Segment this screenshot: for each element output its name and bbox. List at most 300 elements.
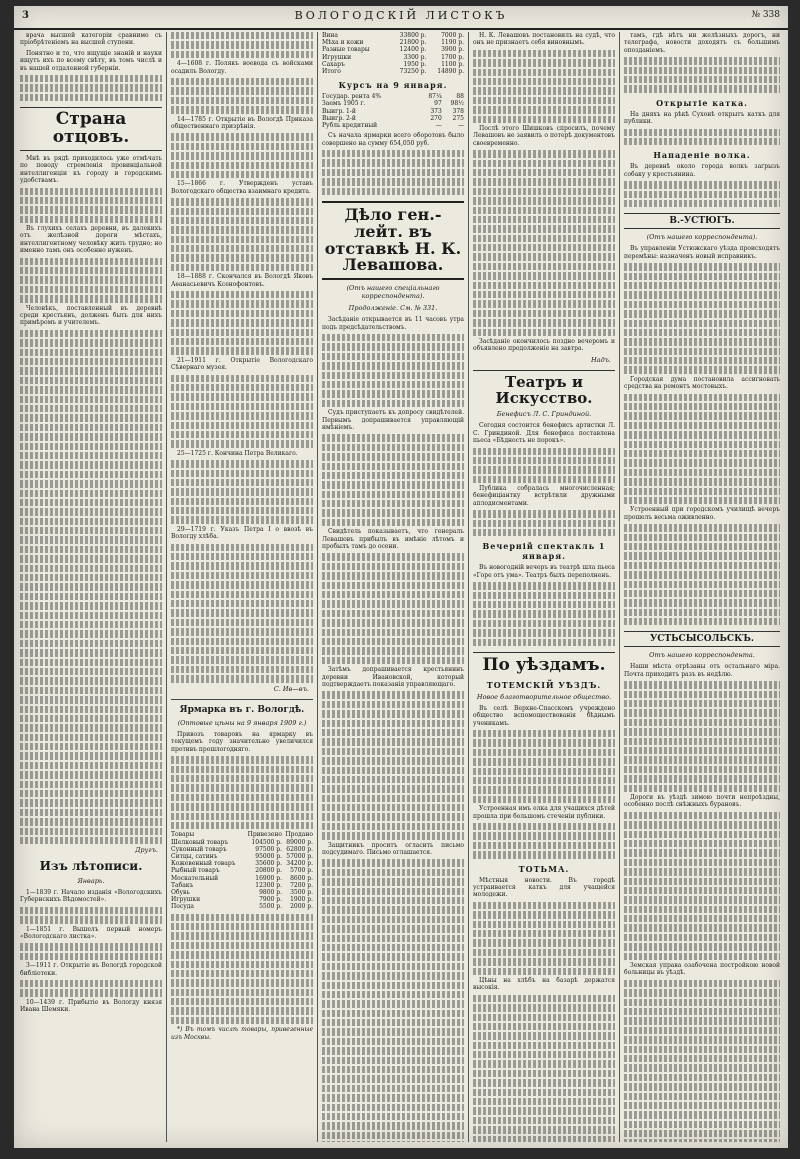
text-line <box>171 914 313 921</box>
text-line <box>171 106 313 113</box>
fair-table <box>171 831 313 910</box>
text-line <box>473 823 615 830</box>
section-subtitle: Вечерній спектакль 1 января. <box>482 541 606 562</box>
text-line <box>20 640 162 647</box>
chronicle-entry: 18—1888 г. Скончался въ Вологдѣ Яковъ Аѳанасьевичъ Ксенофонтовъ. <box>171 273 313 288</box>
text-line <box>322 509 464 516</box>
paragraph: Мѣстныя новости. Въ городѣ устраивается каткъ для учащейся молодежи. <box>473 876 615 899</box>
text-line <box>473 97 615 104</box>
text-line <box>20 295 162 302</box>
text-line <box>473 777 615 784</box>
text-line <box>624 1036 780 1043</box>
text-line <box>20 188 162 195</box>
text-line <box>322 720 464 727</box>
text-line <box>20 443 162 450</box>
text-line <box>322 813 464 820</box>
text-line <box>20 527 162 534</box>
column-3 <box>322 32 464 1142</box>
text-line <box>322 738 464 745</box>
paragraph: Публика собралась многочисленная; бенефиціантку встрѣтили дружными аплодисментами. <box>473 485 615 507</box>
table-row: Сахаръ 1950 р. 1100 р. <box>322 60 464 68</box>
text-line <box>171 245 313 252</box>
text-line <box>473 207 615 214</box>
text-line <box>473 610 615 617</box>
section-title: УСТЬСЫСОЛЬСКЪ. <box>624 631 780 647</box>
text-line <box>473 851 615 858</box>
text-line <box>624 989 780 996</box>
fair-subtitle: (Оптовые цѣны на 9 января 1909 г.) <box>177 718 307 727</box>
chronicle-entry: 10—1439 г. Прибытіе въ Вологду князя Ивана Шемяки. <box>20 998 162 1014</box>
chronicle-entry: 3—1911 г. Открытіе въ Вологдѣ городской библіотеки. <box>20 962 162 977</box>
text-line <box>20 367 162 374</box>
text-line <box>624 1121 780 1128</box>
text-line <box>20 286 162 293</box>
text-line <box>624 719 780 726</box>
text-line <box>171 479 313 486</box>
text-line <box>171 300 313 307</box>
text-line <box>624 552 780 559</box>
text-line <box>624 412 780 419</box>
article-title: Дѣло ген.-лейт. въ отставкѣ Н. К. Левашова. <box>322 201 464 280</box>
text-line <box>20 630 162 637</box>
column-2 <box>171 32 313 1142</box>
text-line <box>624 301 780 308</box>
text-line <box>20 197 162 204</box>
text-line <box>624 840 780 847</box>
text-line <box>171 951 313 958</box>
text-line <box>473 832 615 839</box>
text-line <box>322 647 464 654</box>
text-line <box>171 291 313 298</box>
table-row: Разные товары 12400 р. 3900 р. <box>322 46 464 54</box>
text-line <box>20 574 162 581</box>
text-line <box>322 906 464 913</box>
text-line <box>322 991 464 998</box>
issue-number: № 338 <box>751 10 780 20</box>
text-line <box>20 907 162 914</box>
text-line <box>624 85 780 92</box>
article-title: Страна отцовъ. <box>20 107 162 151</box>
text-line <box>624 571 780 578</box>
text-line <box>322 1094 464 1101</box>
paragraph: Въ управленіи Устюжскаго уѣзда происходятъ перемѣны: назначенъ новый исправникъ. <box>624 245 780 260</box>
text-line <box>473 902 615 909</box>
text-line <box>20 818 162 825</box>
text-line <box>322 1066 464 1073</box>
text-line <box>473 329 615 336</box>
table-header: Товары Привезено Продано <box>171 831 313 839</box>
text-line <box>473 106 615 113</box>
text-line <box>624 1093 780 1100</box>
column-rule <box>166 32 167 1142</box>
text-line <box>473 1060 615 1067</box>
text-line <box>473 291 615 298</box>
text-line <box>171 784 313 791</box>
text-line <box>20 480 162 487</box>
text-line <box>20 706 162 713</box>
text-line <box>171 171 313 178</box>
text-line <box>20 649 162 656</box>
signature: Надъ. <box>590 355 611 364</box>
text-line <box>20 781 162 788</box>
text-line <box>171 961 313 968</box>
text-line <box>171 440 313 447</box>
column-rule <box>468 32 469 1142</box>
text-line <box>171 347 313 354</box>
paragraph: Мнѣ въ рядѣ приходилось уже отмѣчать по поводу стремленія провинціальной интеллигенціи къ городу и городскимъ удобствамъ. <box>20 154 162 185</box>
text-line <box>20 790 162 797</box>
text-line <box>473 319 615 326</box>
text-line <box>473 457 615 464</box>
text-line <box>171 32 313 39</box>
text-line <box>20 612 162 619</box>
text-line <box>171 756 313 763</box>
text-line <box>322 582 464 589</box>
chronicle-entry: 21—1911 г. Открытіе Вологодскаго Сѣвернаго музея. <box>171 356 313 372</box>
paragraph: Послѣ этого Шишковъ спросилъ, почему Левашовъ не заявилъ о потерѣ документовъ своевременно. <box>473 124 615 147</box>
text-line <box>171 794 313 801</box>
text-line <box>20 837 162 844</box>
chronicle-entry: 29—1719 г. Указъ Петра I о ввозѣ въ Вологду хлѣба. <box>171 525 313 541</box>
text-line <box>624 581 780 588</box>
text-line <box>171 581 313 588</box>
text-line <box>322 481 464 488</box>
text-line <box>473 1032 615 1039</box>
text-line <box>171 51 313 58</box>
masthead: ВОЛОГОДСКІЙ ЛИСТОКЪ <box>294 9 508 22</box>
text-line <box>322 897 464 904</box>
text-line <box>322 691 464 698</box>
text-line <box>322 362 464 369</box>
text-line <box>322 888 464 895</box>
text-line <box>322 657 464 664</box>
text-line <box>20 206 162 213</box>
text-line <box>473 116 615 123</box>
paragraph: тамъ, гдѣ нѣтъ ни желѣзныхъ дорогъ, ни телеграфа, новости доходятъ съ большимъ опозданіемъ. <box>624 32 780 54</box>
text-line <box>322 519 464 526</box>
text-line <box>171 133 313 140</box>
text-line <box>322 916 464 923</box>
paragraph: На дняхъ на рѣкѣ Сухонѣ открытъ каткъ для публики. <box>624 110 780 126</box>
text-line <box>473 69 615 76</box>
text-line <box>473 958 615 965</box>
text-line <box>473 1107 615 1114</box>
text-line <box>624 129 780 136</box>
text-line <box>171 609 313 616</box>
text-line <box>473 197 615 204</box>
text-line <box>171 647 313 654</box>
text-line <box>322 1057 464 1064</box>
text-line <box>171 591 313 598</box>
text-line <box>171 236 313 243</box>
text-line <box>322 701 464 708</box>
paragraph: Устроенная имъ елка для учащихся дѣтей прошла при большомъ стеченіи публики. <box>473 805 615 820</box>
text-line <box>171 310 313 317</box>
chronicle-title: Изъ лѣтописи. <box>39 859 143 874</box>
text-line <box>473 758 615 765</box>
text-line <box>322 935 464 942</box>
chronicle-entry: 15—1866 г. Утвержденъ уставъ Вологодскаго общества взаимнаго кредита. <box>171 180 313 195</box>
text-line <box>473 1070 615 1077</box>
text-line <box>171 1017 313 1024</box>
text-line <box>624 1064 780 1071</box>
text-line <box>20 687 162 694</box>
table-row: Выигр. 1-й 373 378 <box>322 107 464 115</box>
text-line <box>20 943 162 950</box>
text-line <box>322 1141 464 1142</box>
text-line <box>322 1113 464 1120</box>
text-line <box>624 868 780 875</box>
text-line <box>473 1051 615 1058</box>
text-line <box>20 94 162 101</box>
column-rule <box>317 32 318 1142</box>
text-line <box>171 544 313 551</box>
text-line <box>624 394 780 401</box>
text-line <box>624 320 780 327</box>
text-line <box>624 1027 780 1034</box>
text-line <box>20 980 162 987</box>
text-line <box>624 1055 780 1062</box>
text-line <box>322 767 464 774</box>
text-line <box>171 217 313 224</box>
paragraph: Понятно и то, что ищущіе знаній и науки ищутъ ихъ по всему свѣту, въ томъ числѣ и въ нашей отдаленной губерніи. <box>20 49 162 72</box>
text-line <box>322 757 464 764</box>
text-line <box>322 776 464 783</box>
section-title: В.-УСТЮГЪ. <box>624 213 780 229</box>
text-line <box>473 730 615 737</box>
text-line <box>624 263 780 270</box>
text-line <box>171 628 313 635</box>
text-line <box>322 169 464 176</box>
text-line <box>20 724 162 731</box>
text-line <box>624 310 780 317</box>
text-line <box>322 859 464 866</box>
paragraph: Наши мѣста отрѣзаны отъ остальнаго міра. Почта приходитъ разъ въ недѣлю. <box>624 663 780 678</box>
text-line <box>624 700 780 707</box>
text-line <box>624 1139 780 1142</box>
text-line <box>473 796 615 803</box>
text-line <box>20 677 162 684</box>
text-line <box>171 431 313 438</box>
section-subtitle: (Отъ нашего корреспондента). <box>646 233 758 242</box>
table-row: Ситцы, сатинъ 95000 р. 57000 р. <box>171 852 313 860</box>
text-line <box>624 291 780 298</box>
text-line <box>624 812 780 819</box>
paragraph: Привозъ товаровъ на ярмарку въ текущемъ году значительно увеличился противъ прошлогодняго. <box>171 730 313 753</box>
text-line <box>624 57 780 64</box>
text-line <box>473 216 615 223</box>
newspaper-page <box>14 6 788 1148</box>
text-line <box>171 553 313 560</box>
table-row: Заемъ 1905 г. 97 98½ <box>322 100 464 108</box>
text-line <box>473 78 615 85</box>
text-line <box>473 930 615 937</box>
text-line <box>20 762 162 769</box>
text-line <box>322 353 464 360</box>
text-line <box>171 803 313 810</box>
text-line <box>473 263 615 270</box>
text-line <box>171 638 313 645</box>
text-line <box>473 87 615 94</box>
text-line <box>473 235 615 242</box>
text-line <box>20 828 162 835</box>
text-line <box>20 696 162 703</box>
text-line <box>322 869 464 876</box>
chronicle-entry: 14—1785 г. Открытіе въ Вологдѣ Приказа общественнаго призрѣнія. <box>171 115 313 130</box>
text-line <box>624 338 780 345</box>
text-line <box>624 562 780 569</box>
text-line <box>171 198 313 205</box>
text-line <box>171 338 313 345</box>
text-line <box>322 572 464 579</box>
text-line <box>473 911 615 918</box>
text-line <box>171 656 313 663</box>
paragraph: Городская дума постановила ассигновать средства на ремонтъ мостовыхъ. <box>624 375 780 391</box>
text-line <box>322 1104 464 1111</box>
text-line <box>171 942 313 949</box>
text-line <box>322 638 464 645</box>
page-number: 3 <box>22 10 29 21</box>
text-line <box>473 1089 615 1096</box>
table-row: Государ. рента 4% 87¼ 88 <box>322 93 464 101</box>
text-line <box>624 599 780 606</box>
text-line <box>473 1004 615 1011</box>
text-line <box>473 448 615 455</box>
text-line <box>171 264 313 271</box>
text-line <box>20 953 162 960</box>
text-line <box>624 543 780 550</box>
table-row: Посуда 5500 р. 2000 р. <box>171 903 313 911</box>
text-line <box>473 310 615 317</box>
text-line <box>322 150 464 157</box>
text-line <box>322 963 464 970</box>
text-line <box>473 282 615 289</box>
table-row: Шелковый товаръ 104500 р. 89000 р. <box>171 838 313 846</box>
text-line <box>20 536 162 543</box>
text-line <box>322 563 464 570</box>
text-line <box>624 329 780 336</box>
paragraph: Съ начала ярмарки всего оборотовъ было совершено на сумму 654,050 руб. <box>322 132 464 147</box>
signature: С. Ив—въ. <box>273 684 309 693</box>
paragraph: Свидѣтель показываетъ, что генералъ Левашовъ прибылъ въ имѣніе лѣтомъ и пробылъ тамъ до осени. <box>322 528 464 551</box>
paragraph: Судъ приступаетъ къ допросу свидѣтелей. Первымъ допрашивается управляющій имѣніемъ. <box>322 409 464 431</box>
text-line <box>20 84 162 91</box>
text-line <box>624 488 780 495</box>
text-line <box>171 666 313 673</box>
section-title: Театръ и Искусство. <box>473 370 615 407</box>
table-row: Мѣха и кожи 21800 р. 1190 р. <box>322 39 464 47</box>
text-line <box>322 785 464 792</box>
text-line <box>171 87 313 94</box>
text-line <box>322 1047 464 1054</box>
text-line <box>473 1023 615 1030</box>
text-line <box>624 1008 780 1015</box>
text-line <box>20 258 162 265</box>
text-line <box>473 529 615 536</box>
text-line <box>624 524 780 531</box>
text-line <box>171 979 313 986</box>
paragraph: врача высшей категоріи сравнимо съ пріобрѣтеніемъ на высшей ступени. <box>20 32 162 47</box>
text-line <box>624 67 780 74</box>
text-line <box>20 377 162 384</box>
section-title: По уѣздамъ. <box>473 652 615 675</box>
text-line <box>624 534 780 541</box>
text-line <box>322 159 464 166</box>
text-line <box>171 507 313 514</box>
text-line <box>322 944 464 951</box>
text-line <box>171 41 313 48</box>
text-line <box>473 921 615 928</box>
text-line <box>322 1075 464 1082</box>
text-line <box>171 766 313 773</box>
paragraph: Устроенный при городскомъ училищѣ вечеръ прошелъ весьма оживленно. <box>624 506 780 521</box>
text-line <box>473 1117 615 1124</box>
section-subtitle: Отъ нашего корреспондента. <box>649 651 755 660</box>
article-subtitle: (Отъ нашего спеціальнаго корреспондента). <box>346 284 440 301</box>
note-title: Нападеніе волка. <box>653 150 751 161</box>
text-line <box>624 181 780 188</box>
text-line <box>624 422 780 429</box>
page-header <box>14 6 788 30</box>
continuation-note: Продолженіе. См. № 331. <box>348 304 438 313</box>
text-line <box>20 659 162 666</box>
text-line <box>473 786 615 793</box>
text-line <box>624 273 780 280</box>
paragraph: Человѣкъ, поставленный въ деревнѣ среди крестьянъ, долженъ быть для нихъ примѣромъ и учителемъ. <box>20 304 162 327</box>
text-line <box>322 372 464 379</box>
text-line <box>473 476 615 483</box>
text-line <box>20 508 162 515</box>
text-line <box>624 999 780 1006</box>
text-line <box>322 381 464 388</box>
text-line <box>322 491 464 498</box>
text-line <box>624 1083 780 1090</box>
text-line <box>171 470 313 477</box>
paragraph: Въ селѣ Верхне-Спасскомъ учреждено общество вспомоществованія бѣднымъ ученикамъ. <box>473 704 615 727</box>
text-line <box>624 681 780 688</box>
text-line <box>171 208 313 215</box>
text-line <box>624 1017 780 1024</box>
text-line <box>171 923 313 930</box>
text-line <box>624 766 780 773</box>
text-line <box>322 1028 464 1035</box>
text-line <box>473 939 615 946</box>
text-line <box>624 1074 780 1081</box>
text-line <box>322 878 464 885</box>
text-line <box>473 842 615 849</box>
text-line <box>624 785 780 792</box>
text-line <box>624 282 780 289</box>
text-line <box>473 592 615 599</box>
text-line <box>171 78 313 85</box>
paragraph: Засѣданіе окончилось поздно вечеромъ и объявлено продолженіе на завтра. <box>473 337 615 353</box>
table-row: Игрушки 7900 р. 1900 р. <box>171 896 313 904</box>
text-line <box>20 330 162 337</box>
text-line <box>473 225 615 232</box>
text-line <box>322 343 464 350</box>
table-row: Вина 33800 р. 7000 р. <box>322 32 464 39</box>
text-line <box>322 953 464 960</box>
text-line <box>624 403 780 410</box>
text-line <box>171 143 313 150</box>
table-row: Обувь 9800 р. 3500 р. <box>171 888 313 896</box>
text-line <box>20 799 162 806</box>
text-line <box>20 546 162 553</box>
paragraph: Въ новогодній вечеръ въ театрѣ шла пьеса «Горе отъ ума». Театръ былъ переполненъ. <box>473 564 615 579</box>
text-line <box>20 989 162 996</box>
text-line <box>171 970 313 977</box>
text-line <box>171 97 313 104</box>
